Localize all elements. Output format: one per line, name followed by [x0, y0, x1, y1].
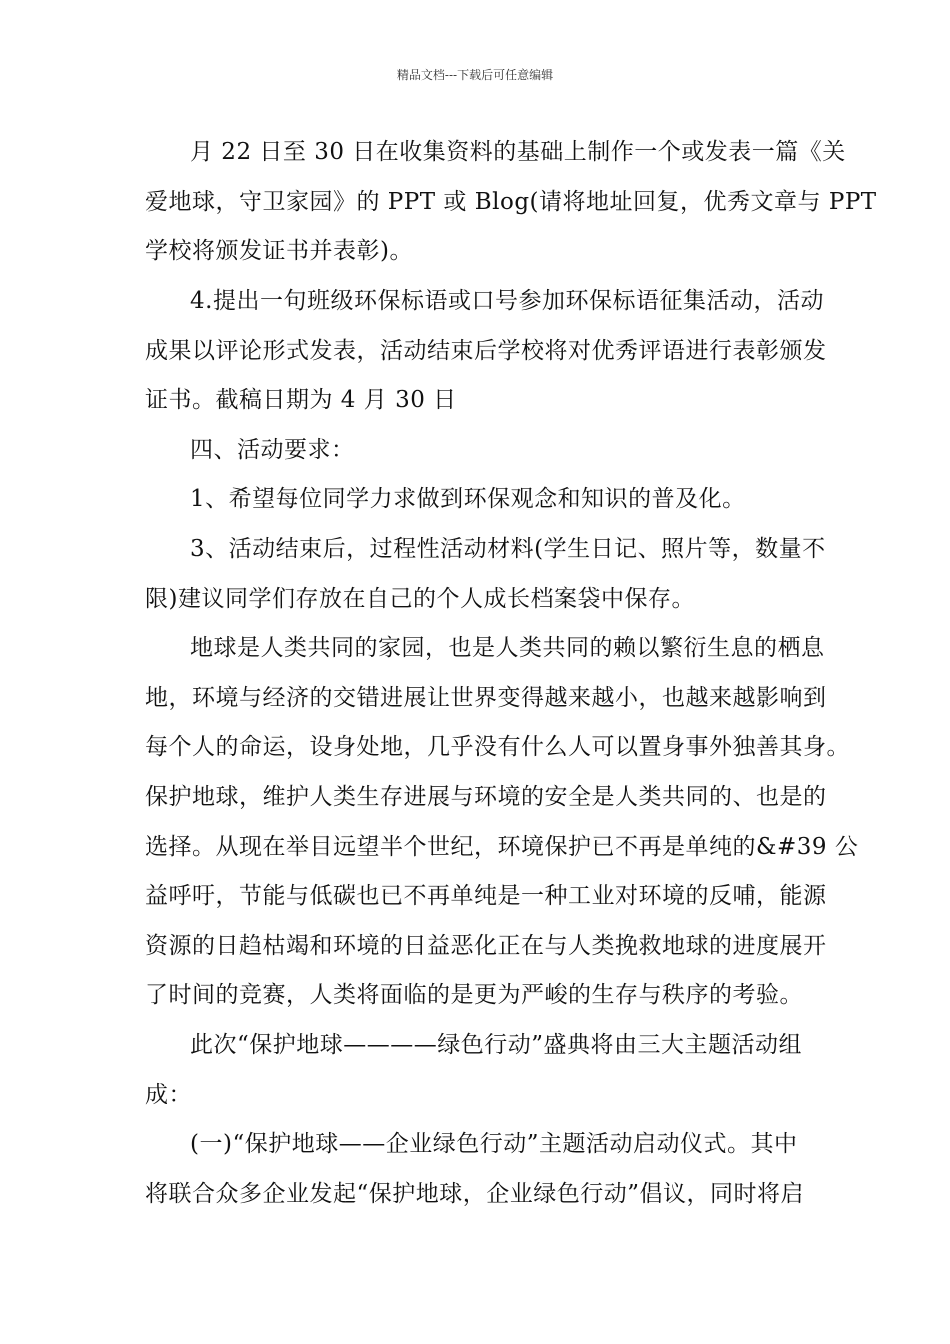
- text-line: 地球是人类共同的家园，也是人类共同的赖以繁衍生息的栖息: [190, 635, 825, 661]
- text-line: 选择。从现在举目远望半个世纪，环境保护已不再是单纯的&#39 公: [145, 834, 859, 860]
- text-line: 学校将颁发证书并表彰)。: [145, 238, 413, 264]
- text-line: 月 22 日至 30 日在收集资料的基础上制作一个或发表一篇《关: [190, 139, 846, 165]
- text-line: 1、希望每位同学力求做到环保观念和知识的普及化。: [190, 486, 746, 512]
- text-line: 益呼吁，节能与低碳也已不再单纯是一种工业对环境的反哺，能源: [145, 883, 827, 909]
- text-line: 了时间的竞赛，人类将面临的是更为严峻的生存与秩序的考验。: [145, 982, 803, 1008]
- text-line: 资源的日趋枯竭和环境的日益恶化正在与人类挽救地球的进度展开: [145, 933, 827, 959]
- text-line: 3、活动结束后，过程性活动材料(学生日记、照片等，数量不: [190, 536, 826, 562]
- text-line: 证书。截稿日期为 4 月 30 日: [145, 387, 457, 413]
- text-line: 成：: [145, 1082, 192, 1108]
- text-line: 每个人的命运，设身处地，几乎没有什么人可以置身事外独善其身。: [145, 734, 850, 760]
- text-line: 保护地球，维护人类生存进展与环境的安全是人类共同的、也是的: [145, 784, 827, 810]
- page-header: 精品文档---下载后可任意编辑: [396, 68, 554, 82]
- text-line: 地，环境与经济的交错进展让世界变得越来越小，也越来越影响到: [145, 685, 827, 711]
- text-line: 限)建议同学们存放在自己的个人成长档案袋中保存。: [145, 586, 695, 612]
- text-line: 爱地球，守卫家园》的 PPT 或 Blog(请将地址回复，优秀文章与 PPT: [145, 189, 877, 215]
- text-line: 成果以评论形式发表，活动结束后学校将对优秀评语进行表彰颁发: [145, 338, 827, 364]
- text-line: (一)“保护地球——企业绿色行动”主题活动启动仪式。其中: [190, 1131, 798, 1157]
- text-line: 4.提出一句班级环保标语或口号参加环保标语征集活动，活动: [190, 288, 824, 314]
- text-line: 此次“保护地球————绿色行动”盛典将由三大主题活动组: [190, 1032, 803, 1058]
- text-line: 将联合众多企业发起“保护地球，企业绿色行动”倡议，同时将启: [145, 1181, 805, 1207]
- section-heading: 四、活动要求：: [190, 437, 355, 463]
